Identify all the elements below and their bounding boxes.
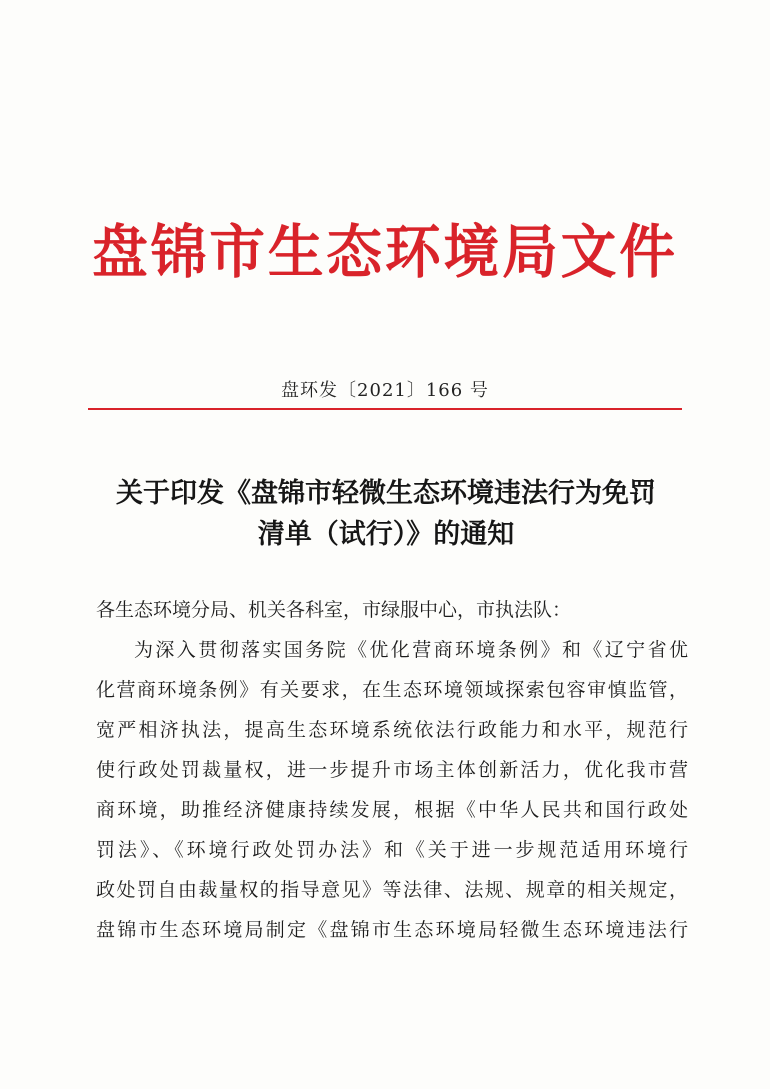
- body-line: 使行政处罚裁量权，进一步提升市场主体创新活力，优化我市营: [96, 759, 688, 781]
- body-line: 罚法》、《环境行政处罚办法》和《关于进一步规范适用环境行: [96, 839, 688, 861]
- body-line: 政处罚自由裁量权的指导意见》等法律、法规、规章的相关规定，: [96, 879, 688, 901]
- red-divider-line: [88, 408, 682, 410]
- body-line: 商环境，助推经济健康持续发展，根据《中华人民共和国行政处: [96, 799, 688, 821]
- body-line: 宽严相济执法，提高生态环境系统依法行政能力和水平，规范行: [96, 719, 688, 741]
- notice-title-line: 清单（试行）》的通知: [257, 519, 515, 550]
- body-line: 化营商环境条例》有关要求，在生态环境领域探索包容审慎监管，: [96, 679, 688, 701]
- body-line: 为深入贯彻落实国务院《优化营商环境条例》和《辽宁省优: [134, 639, 688, 661]
- notice-title-line: 关于印发《盘锦市轻微生态环境违法行为免罚: [116, 478, 656, 509]
- addressee-line: 各生态环境分局、机关各科室，市绿服中心，市执法队：: [96, 599, 572, 621]
- notice-title: [86, 473, 686, 555]
- issuer-header: 盘锦市生态环境局文件: [92, 218, 678, 286]
- notice-body: [96, 590, 688, 950]
- document-number: 盘环发〔2021〕166 号: [281, 380, 489, 401]
- body-line: 盘锦市生态环境局制定《盘锦市生态环境局轻微生态环境违法行: [96, 919, 688, 941]
